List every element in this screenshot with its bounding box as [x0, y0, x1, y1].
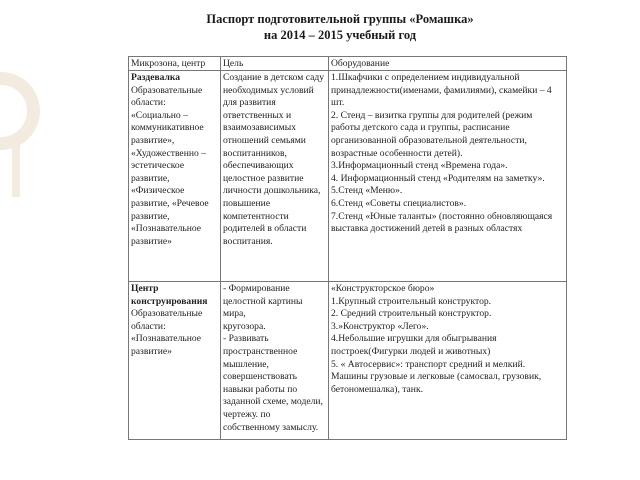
text-line: области: [131, 320, 166, 332]
text-line: работы детского сада и группы, расписание [331, 122, 510, 134]
text-line: мышление, [223, 358, 269, 370]
passport-table [128, 56, 567, 440]
text-line: эстетическое [131, 160, 185, 172]
text-line: обеспечивающих [223, 160, 294, 172]
text-line: - Формирование [223, 283, 290, 294]
text-line: конструирования [131, 295, 208, 307]
table-row [129, 71, 567, 282]
text-line: воспитания. [223, 235, 273, 247]
text-line: 3.Информационный стенд «Времена года». [331, 160, 508, 172]
decorative-ring [0, 72, 40, 150]
table-row [129, 282, 567, 440]
text-line: «Художественно – [131, 147, 206, 159]
text-line: для развития [223, 97, 276, 109]
text-line: целостное развитие [223, 172, 304, 184]
zone-name [131, 283, 218, 308]
text-line: Машины грузовые и легковые (самосвал, грузовик, [331, 371, 542, 383]
title-line-1: Паспорт подготовительной группы «Ромашка» [206, 12, 474, 26]
text-line: родителей в области [223, 223, 307, 235]
zone-areas [131, 85, 218, 249]
text-line: повышение [223, 197, 271, 209]
text-line: развитие, «Речевое [131, 197, 209, 209]
text-line: 1.Шкафчики с определением индивидуальной [331, 72, 520, 83]
goal-text [223, 72, 326, 248]
text-line: 2. Средний строительный конструктор. [331, 308, 492, 320]
header-goal: Цель [221, 57, 329, 71]
zone-name: Раздевалка [131, 72, 181, 83]
text-line: принадлежности(именами, фамилиями), скамейки – 4 [331, 84, 552, 96]
text-line: организованной образовательной деятельности, [331, 134, 527, 146]
text-line: 7.Стенд «Юные таланты» (постоянно обновляющаяся [331, 210, 553, 222]
text-line: компетентности [223, 210, 289, 222]
text-line: воспитанников, [223, 147, 287, 159]
text-line: отношений семьями [223, 134, 306, 146]
text-line: развитие, [131, 210, 170, 222]
text-line: заданной схеме, модели, [223, 396, 323, 408]
text-line: - Развивать [223, 333, 269, 345]
text-line: развитие» [131, 345, 172, 357]
text-line: пространственное [223, 345, 298, 357]
text-line: развитие» [131, 235, 172, 247]
text-line: 2. Стенд – визитка группы для родителей (режим [331, 109, 533, 121]
table-header-row [129, 57, 567, 71]
text-line: 4. Информационный стенд «Родителям на заметку». [331, 172, 545, 184]
zone-cell [129, 282, 221, 440]
text-line: «Социально – [131, 109, 188, 121]
text-line: возрастные особенности детей). [331, 147, 463, 159]
page-title [130, 11, 550, 43]
text-line: развитие, [131, 172, 170, 184]
text-line: Образовательные [131, 84, 203, 96]
equipment-cell [329, 71, 567, 282]
zone-areas [131, 308, 218, 358]
header-equipment: Оборудование [329, 57, 567, 71]
text-line: Создание в детском саду [223, 72, 325, 83]
goal-text [223, 283, 326, 434]
text-line: «Познавательное [131, 333, 202, 345]
header-zone: Микрозона, центр [129, 57, 221, 71]
text-line: чертежу. по [223, 408, 271, 420]
text-line: собственному замыслу. [223, 421, 319, 433]
text-line: 4.Небольшие игрушки для обыгрывания [331, 333, 497, 345]
text-line: Центр [131, 283, 159, 294]
decorative-bar [12, 137, 20, 197]
text-line: шт. [331, 97, 345, 109]
text-line: взаимозависимых [223, 122, 296, 134]
text-line: 5.Стенд «Меню». [331, 185, 403, 197]
text-line: области: [131, 97, 166, 109]
text-line: «Физическое [131, 185, 185, 197]
equipment-cell [329, 282, 567, 440]
text-line: выставка достижений детей в разных областях [331, 223, 523, 235]
text-line: 3.»Конструктор «Лего». [331, 320, 429, 332]
goal-cell [221, 282, 329, 440]
text-line: необходимых условий [223, 84, 314, 96]
text-line: навыки работы по [223, 383, 298, 395]
text-line: коммуникативное [131, 122, 204, 134]
text-line: 1.Крупный строительный конструктор. [331, 295, 492, 307]
title-line-2: на 2014 – 2015 учебный год [263, 28, 417, 42]
equipment-list [331, 72, 564, 236]
text-line: 6.Стенд «Советы специалистов». [331, 197, 467, 209]
zone-cell [129, 71, 221, 282]
text-line: 5. « Автосервис»: транспорт средний и мелкий. [331, 358, 526, 370]
text-line: личности дошкольника, [223, 185, 321, 197]
equipment-list [331, 283, 564, 396]
text-line: бетономешалка), танк. [331, 383, 423, 395]
goal-cell [221, 71, 329, 282]
text-line: развитие», [131, 134, 175, 146]
text-line: «Познавательное [131, 223, 202, 235]
text-line: ответственных и [223, 109, 292, 121]
text-line: Образовательные [131, 308, 203, 320]
text-line: построек(Фигурки людей и животных) [331, 345, 491, 357]
text-line: совершенствовать [223, 371, 298, 383]
text-line: кругозора. [223, 320, 266, 332]
text-line: «Конструкторское бюро» [331, 283, 435, 294]
text-line: целостной картины мира, [223, 295, 303, 320]
